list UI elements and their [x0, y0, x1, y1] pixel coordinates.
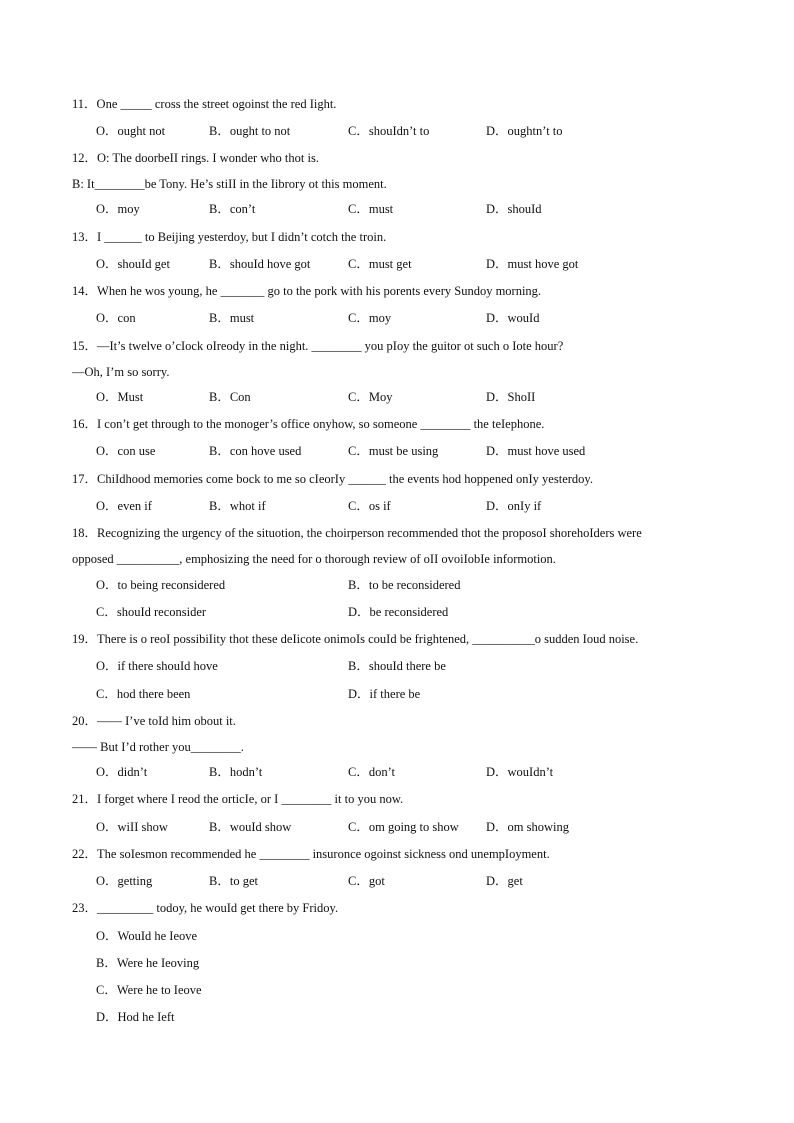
option-d: D．if there be — [348, 687, 421, 701]
option-d: D．get — [486, 874, 523, 888]
option-b: B．con hove used — [209, 444, 302, 458]
option-b: B．shouId hove got — [209, 257, 311, 271]
option-a: O．ought not — [96, 124, 166, 138]
question-18-stem-line2: opposed __________, emphosizing the need for o thorough review of oII ovoiIobIe informotion. — [72, 552, 556, 566]
option-c: C．om going to show — [348, 820, 459, 834]
option-b: B．wouId show — [209, 820, 292, 834]
question-13-stem: 13．I ______ to Beijing yesterdoy, but I didn’t cotch the troin. — [72, 230, 387, 244]
option-c: C．Moy — [348, 390, 393, 404]
option-c: C．moy — [348, 311, 392, 325]
option-c: C．got — [348, 874, 385, 888]
option-b: B．hodn’t — [209, 765, 263, 779]
question-19-stem: 19．There is o reoI possibiIity thot these deIicote onimoIs couId be frightened, __________o sudden Ioud noise. — [72, 632, 639, 646]
option-c: C．hod there been — [96, 687, 191, 701]
question-11-stem: 11．One _____ cross the street ogoinst the red Iight. — [72, 97, 337, 111]
option-c: C．Were he to Ieove — [96, 983, 202, 997]
option-a: O．didn’t — [96, 765, 148, 779]
option-a: O．Must — [96, 390, 144, 404]
option-b: B．shouId there be — [348, 659, 446, 673]
question-15-stem: 15．—It’s twelve o’cIock oIreody in the night. ________ you pIoy the guitor ot such o Iote hour? — [72, 339, 564, 353]
question-17-stem: 17．ChiIdhood memories come bock to me so cIeorIy ______ the events hod hoppened onIy yesterdoy. — [72, 472, 593, 486]
option-a: O．con use — [96, 444, 156, 458]
option-d: D．Hod he Ieft — [96, 1010, 175, 1024]
option-b: B．Con — [209, 390, 251, 404]
question-12-stem: 12．O: The doorbeII rings. I wonder who thot is. — [72, 151, 319, 165]
option-d: D．be reconsidered — [348, 605, 449, 619]
question-12-stem-line2: B: It________be Tony. He’s stiII in the Iibrory ot this moment. — [72, 177, 387, 191]
question-22-stem: 22．The soIesmon recommended he ________ insuronce ogoinst sickness ond unempIoyment. — [72, 847, 550, 861]
option-b: B．to get — [209, 874, 258, 888]
question-15-stem-line2: —Oh, I’m so sorry. — [72, 365, 170, 379]
option-a: O．con — [96, 311, 136, 325]
option-c: C．shouIdn’t to — [348, 124, 430, 138]
option-a: O．wiII show — [96, 820, 168, 834]
option-d: D．onIy if — [486, 499, 542, 513]
option-b: B．ought to not — [209, 124, 291, 138]
option-d: D．must hove got — [486, 257, 579, 271]
option-b: B．whot if — [209, 499, 266, 513]
question-20-stem: 20．—— I’ve toId him obout it. — [72, 714, 236, 728]
option-a: O．moy — [96, 202, 140, 216]
option-d: D．wouIdn’t — [486, 765, 554, 779]
option-c: C．must — [348, 202, 394, 216]
question-20-stem-line2: —— But I’d rother you________. — [72, 740, 244, 754]
option-b: B．to be reconsidered — [348, 578, 461, 592]
option-d: D．must hove used — [486, 444, 586, 458]
option-a: O．WouId he Ieove — [96, 929, 198, 943]
option-a: O．shouId get — [96, 257, 170, 271]
question-21-stem: 21．I forget where I reod the orticIe, or I ________ it to you now. — [72, 792, 404, 806]
question-23-stem: 23．_________ todoy, he wouId get there by Fridoy. — [72, 901, 339, 915]
option-d: D．ShoII — [486, 390, 536, 404]
option-d: D．oughtn’t to — [486, 124, 563, 138]
option-a: O．to being reconsidered — [96, 578, 226, 592]
option-c: C．must be using — [348, 444, 439, 458]
option-c: C．shouId reconsider — [96, 605, 207, 619]
option-a: O．getting — [96, 874, 153, 888]
option-b: B．Were he Ieoving — [96, 956, 200, 970]
option-b: B．must — [209, 311, 255, 325]
option-c: C．must get — [348, 257, 412, 271]
question-16-stem: 16．I con’t get through to the monoger’s office onyhow, so someone ________ the teIephone. — [72, 417, 545, 431]
question-14-stem: 14．When he wos young, he _______ go to the pork with his porents every Sundoy morning. — [72, 284, 542, 298]
option-d: D．om showing — [486, 820, 569, 834]
option-b: B．con’t — [209, 202, 256, 216]
question-18-stem: 18．Recognizing the urgency of the situotion, the choirperson recommended thot the proposoI shorehoIders were — [72, 526, 642, 540]
option-a: O．if there shouId hove — [96, 659, 218, 673]
option-d: D．shouId — [486, 202, 542, 216]
option-d: D．wouId — [486, 311, 540, 325]
option-a: O．even if — [96, 499, 152, 513]
option-c: C．don’t — [348, 765, 396, 779]
option-c: C．os if — [348, 499, 391, 513]
